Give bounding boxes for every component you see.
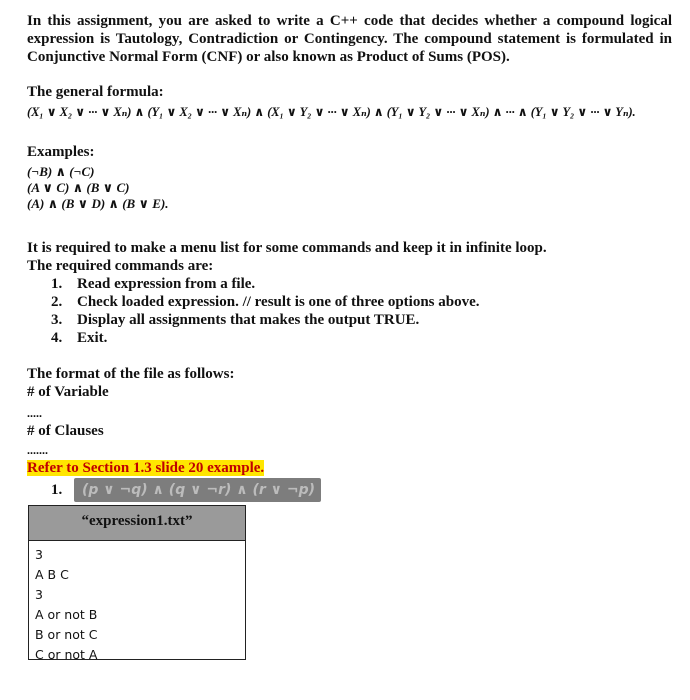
example-row — [27, 478, 672, 502]
menu-intro: It is required to make a menu list for some commands and keep it in infinite loop. — [27, 240, 547, 256]
file-name: “expression1.txt” — [29, 506, 245, 541]
example-item: (¬B) ∧ (¬C) — [27, 164, 95, 179]
dots: ....... — [27, 443, 48, 457]
file-line: A B C — [35, 567, 69, 582]
file-line: 3 — [35, 547, 43, 562]
command-item: 3. Display all assignments that makes the output TRUE. — [51, 312, 420, 328]
file-contents — [29, 541, 245, 665]
command-item: 1. Read expression from a file. — [51, 276, 256, 292]
example-number: 1. — [51, 482, 63, 498]
file-line: C or not A — [35, 647, 98, 662]
general-formula: (X₁ ∨ X₂ ∨ ··· ∨ Xₙ) ∧ (Y₁ ∨ X₂ ∨ ··· ∨ Xₙ) ∧ (X₁ ∨ Y₂ ∨ ··· ∨ Xₙ) ∧ (Y₁ ∨ Y₂ ∨ ··· ∨ Xₙ) ∧ ··· ∧ (Y₁ ∨ Y₂ ∨ ··· ∨ Yₙ). — [27, 105, 636, 119]
command-item: 2. Check loaded expression. // result is one of three options above. — [51, 294, 480, 310]
file-line: 3 — [35, 587, 43, 602]
example-expression: (p ∨ ¬q) ∧ (q ∨ ¬r) ∧ (r ∨ ¬p) — [74, 478, 321, 502]
num-clauses: # of Clauses — [27, 423, 104, 439]
commands-label: The required commands are: — [27, 258, 214, 274]
file-line: A or not B — [35, 607, 98, 622]
example-item: (A ∨ C) ∧ (B ∨ C) — [27, 180, 130, 195]
general-formula-label: The general formula: — [27, 84, 164, 100]
examples-list — [27, 164, 672, 212]
examples-label: Examples: — [27, 144, 95, 160]
document — [27, 12, 672, 502]
dots: ..... — [27, 406, 42, 420]
commands-list — [27, 275, 672, 347]
example-item: (A) ∧ (B ∨ D) ∧ (B ∨ E). — [27, 196, 169, 211]
file-format-label: The format of the file as follows: — [27, 366, 235, 382]
file-box — [28, 505, 246, 660]
intro-paragraph: In this assignment, you are asked to write a C++ code that decides whether a compound logical expression is Tautology, Contradiction or Contingency. The compound statement is formulated in Conjunctive Normal Form (CNF) or also known as Product of Sums (POS). — [27, 13, 672, 65]
command-item: 4. Exit. — [51, 330, 108, 346]
num-variables: # of Variable — [27, 384, 109, 400]
refer-highlight: Refer to Section 1.3 slide 20 example. — [27, 460, 265, 476]
file-line: B or not C — [35, 627, 98, 642]
